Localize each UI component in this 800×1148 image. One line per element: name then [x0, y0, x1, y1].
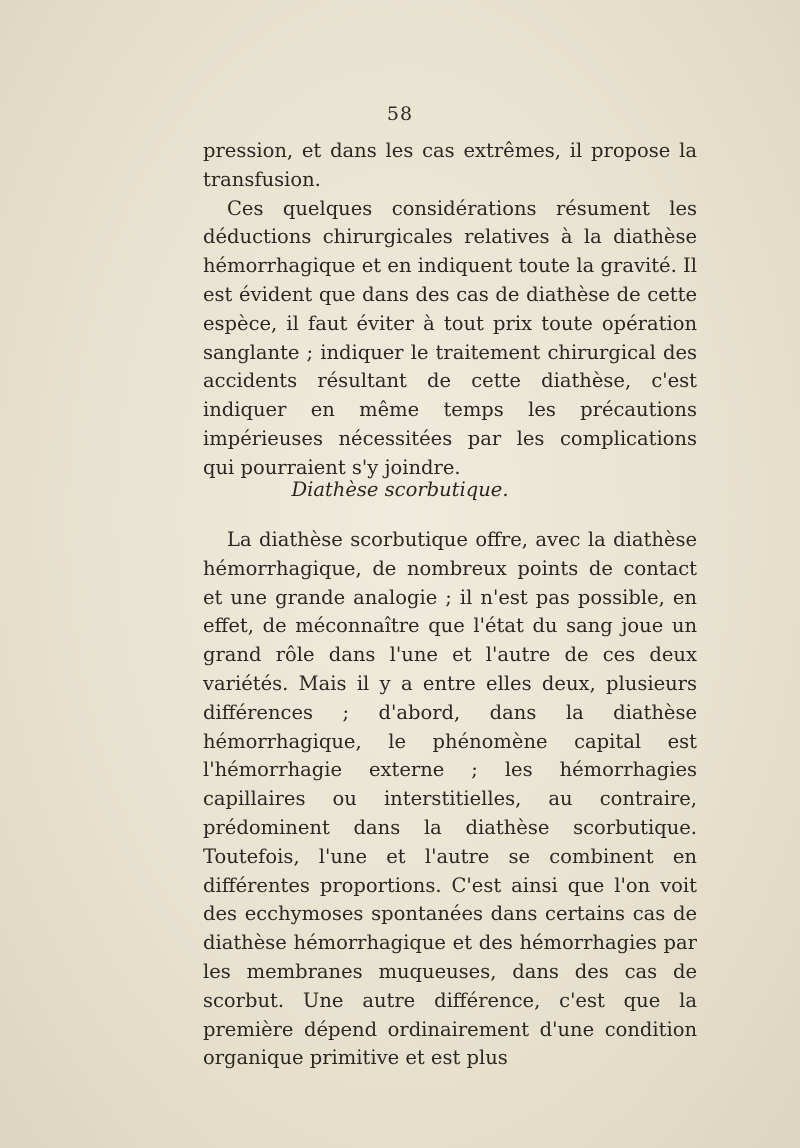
paragraph-considerations: Ces quelques considérations résument les déductions chirurgicales relatives à la diathèse hémorrhagique et en indiquent toute la gravité. Il est évident que dans des cas de diathèse de cette espèce, il faut éviter à tout prix toute opération sanglante ; indiquer le traitement chirurgical des accidents résultant de cette diathèse, c'est indiquer en même temps les précautions impérieuses nécessitées par les complications qui pourraient s'y joindre.	[203, 196, 697, 479]
section-heading: Diathèse scorbutique.	[291, 478, 509, 501]
text-block-bottom	[203, 526, 697, 1073]
page-number: 58	[386, 103, 414, 125]
paragraph-continuation: pression, et dans les cas extrêmes, il propose la transfusion.	[203, 139, 697, 191]
paragraph-scorbutique: La diathèse scorbutique offre, avec la diathèse hémorrhagique, de nombreux points de contact et une grande analogie ; il n'est pas possible, en effet, de méconnaître que l'état du sang joue un grand rôle dans l'une et l'autre de ces deux variétés. Mais il y a entre elles deux, plusieurs différences ; d'abord, dans la diathèse hémorrhagique, le phénomène capital est l'hémorrhagie externe ; les hémorrhagies capillaires ou interstitielles, au contraire, prédominent dans la diathèse scorbutique. Toutefois, l'une et l'autre se combinent en différentes proportions. C'est ainsi que l'on voit des ecchymoses spontanées dans certains cas de diathèse hémorrhagique et des hémorrhagies par les membranes muqueuses, dans des cas de scorbut. Une autre différence, c'est que la première dépend ordinairement d'une condition organique primitive et est plus	[203, 528, 697, 1070]
text-block-top	[203, 137, 697, 483]
